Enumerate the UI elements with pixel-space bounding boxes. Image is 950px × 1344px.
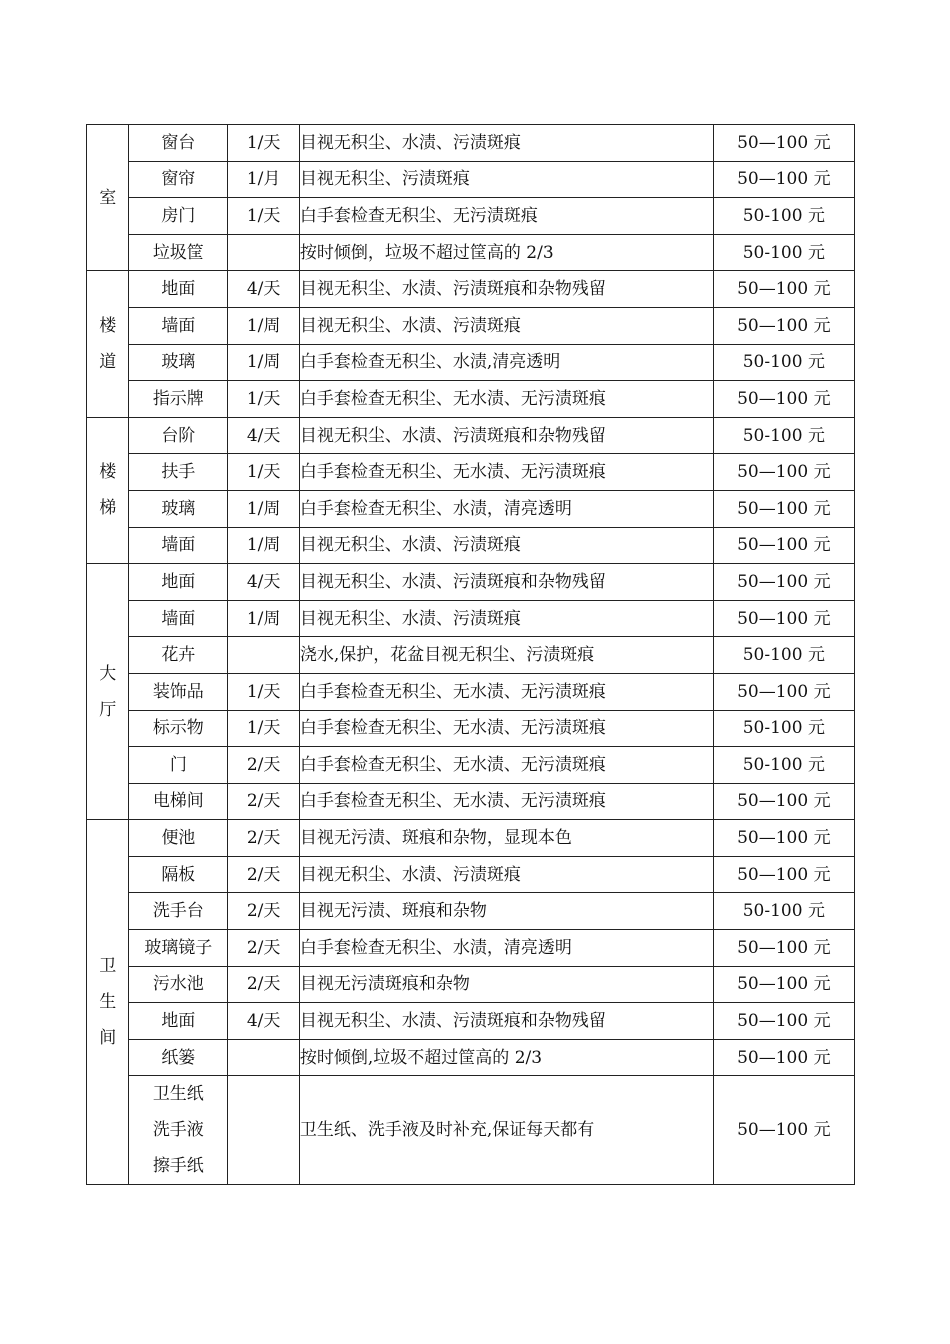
item-cell	[129, 1076, 228, 1185]
category-cell	[87, 125, 129, 271]
category-cell	[87, 271, 129, 417]
frequency-cell: 1/天	[228, 125, 300, 162]
standard-cell: 目视无积尘、水渍、污渍斑痕和杂物残留	[299, 417, 713, 454]
frequency-cell: 1/天	[228, 454, 300, 491]
penalty-cell: 50—100 元	[713, 527, 854, 564]
table-row	[87, 637, 855, 674]
table-row	[87, 564, 855, 601]
table-row	[87, 600, 855, 637]
standard-cell: 按时倾倒,垃圾不超过筐高的 2/3	[299, 1039, 713, 1076]
standard-cell: 目视无污渍、斑痕和杂物	[299, 893, 713, 930]
standard-cell: 目视无积尘、水渍、污渍斑痕	[299, 125, 713, 162]
standard-cell: 白手套检查无积尘、无水渍、无污渍斑痕	[299, 783, 713, 820]
table-row	[87, 747, 855, 784]
frequency-cell: 1/月	[228, 161, 300, 198]
table-row	[87, 856, 855, 893]
penalty-cell: 50—100 元	[713, 930, 854, 967]
frequency-cell: 1/天	[228, 198, 300, 235]
penalty-cell: 50—100 元	[713, 673, 854, 710]
standard-cell: 目视无积尘、水渍、污渍斑痕和杂物残留	[299, 1003, 713, 1040]
table-row	[87, 454, 855, 491]
category-char: 室	[99, 187, 117, 208]
penalty-cell: 50—100 元	[713, 1039, 854, 1076]
item-cell: 指示牌	[129, 381, 228, 418]
table-row	[87, 417, 855, 454]
standard-cell: 目视无污渍、斑痕和杂物，显现本色	[299, 820, 713, 857]
item-cell: 玻璃	[129, 344, 228, 381]
category-char: 楼	[99, 316, 117, 337]
penalty-cell: 50—100 元	[713, 454, 854, 491]
standard-cell: 目视无积尘、水渍、污渍斑痕和杂物残留	[299, 271, 713, 308]
table-row	[87, 930, 855, 967]
category-char: 大	[99, 663, 117, 684]
item-cell: 地面	[129, 1003, 228, 1040]
penalty-cell: 50-100 元	[713, 198, 854, 235]
table-row	[87, 1003, 855, 1040]
cleaning-standards-table	[86, 124, 855, 1185]
standard-cell: 目视无积尘、水渍、污渍斑痕	[299, 307, 713, 344]
table-row	[87, 490, 855, 527]
penalty-cell: 50—100 元	[713, 1003, 854, 1040]
item-cell: 纸篓	[129, 1039, 228, 1076]
item-cell: 玻璃镜子	[129, 930, 228, 967]
table-row	[87, 893, 855, 930]
frequency-cell	[228, 1076, 300, 1185]
frequency-cell: 1/周	[228, 527, 300, 564]
standard-cell: 目视无积尘、水渍、污渍斑痕和杂物残留	[299, 564, 713, 601]
frequency-cell: 1/周	[228, 490, 300, 527]
item-cell: 便池	[129, 820, 228, 857]
item-cell: 地面	[129, 271, 228, 308]
penalty-cell: 50-100 元	[713, 234, 854, 271]
table-row	[87, 161, 855, 198]
penalty-cell: 50—100 元	[713, 271, 854, 308]
frequency-cell: 4/天	[228, 564, 300, 601]
item-cell: 门	[129, 747, 228, 784]
category-cell	[87, 564, 129, 820]
frequency-cell: 2/天	[228, 893, 300, 930]
standard-cell: 白手套检查无积尘、无水渍、无污渍斑痕	[299, 710, 713, 747]
category-char: 楼	[99, 462, 117, 483]
item-line: 卫生纸	[152, 1084, 204, 1105]
category-cell	[87, 417, 129, 563]
standard-cell: 按时倾倒，垃圾不超过筐高的 2/3	[299, 234, 713, 271]
penalty-cell: 50—100 元	[713, 381, 854, 418]
category-cell	[87, 820, 129, 1185]
standard-cell: 白手套检查无积尘、水渍,清亮透明	[299, 344, 713, 381]
item-cell: 墙面	[129, 527, 228, 564]
item-line: 擦手纸	[152, 1156, 204, 1177]
frequency-cell: 2/天	[228, 966, 300, 1003]
penalty-cell: 50-100 元	[713, 747, 854, 784]
frequency-cell: 1/周	[228, 600, 300, 637]
frequency-cell: 2/天	[228, 747, 300, 784]
frequency-cell: 2/天	[228, 820, 300, 857]
frequency-cell: 1/周	[228, 344, 300, 381]
table-row	[87, 783, 855, 820]
item-cell: 污水池	[129, 966, 228, 1003]
item-cell: 墙面	[129, 600, 228, 637]
table-row	[87, 198, 855, 235]
frequency-cell: 1/周	[228, 307, 300, 344]
penalty-cell: 50-100 元	[713, 893, 854, 930]
item-cell: 台阶	[129, 417, 228, 454]
item-cell: 标示物	[129, 710, 228, 747]
table-row	[87, 1039, 855, 1076]
penalty-cell: 50—100 元	[713, 307, 854, 344]
penalty-cell: 50—100 元	[713, 564, 854, 601]
standard-cell: 白手套检查无积尘、无水渍、无污渍斑痕	[299, 747, 713, 784]
item-cell: 隔板	[129, 856, 228, 893]
table-row	[87, 381, 855, 418]
table-row	[87, 710, 855, 747]
standard-cell: 白手套检查无积尘、无水渍、无污渍斑痕	[299, 381, 713, 418]
frequency-cell: 4/天	[228, 1003, 300, 1040]
penalty-cell: 50-100 元	[713, 710, 854, 747]
table-row	[87, 271, 855, 308]
standard-cell: 浇水,保护，花盆目视无积尘、污渍斑痕	[299, 637, 713, 674]
table-row	[87, 820, 855, 857]
frequency-cell	[228, 1039, 300, 1076]
category-char: 间	[99, 1028, 117, 1049]
penalty-cell: 50-100 元	[713, 637, 854, 674]
standard-cell: 白手套检查无积尘、无污渍斑痕	[299, 198, 713, 235]
standard-cell: 目视无积尘、污渍斑痕	[299, 161, 713, 198]
category-char: 道	[99, 352, 117, 373]
item-cell: 窗台	[129, 125, 228, 162]
item-cell: 垃圾筐	[129, 234, 228, 271]
item-cell: 玻璃	[129, 490, 228, 527]
penalty-cell: 50—100 元	[713, 490, 854, 527]
penalty-cell: 50—100 元	[713, 1076, 854, 1185]
frequency-cell: 2/天	[228, 856, 300, 893]
penalty-cell: 50—100 元	[713, 600, 854, 637]
category-char: 生	[99, 992, 117, 1013]
table-row	[87, 344, 855, 381]
penalty-cell: 50—100 元	[713, 125, 854, 162]
item-line: 洗手液	[152, 1120, 204, 1141]
penalty-cell: 50-100 元	[713, 344, 854, 381]
item-cell: 扶手	[129, 454, 228, 491]
frequency-cell: 2/天	[228, 783, 300, 820]
item-cell: 装饰品	[129, 673, 228, 710]
table-row	[87, 527, 855, 564]
standard-cell: 白手套检查无积尘、水渍，清亮透明	[299, 490, 713, 527]
penalty-cell: 50—100 元	[713, 856, 854, 893]
item-cell: 花卉	[129, 637, 228, 674]
frequency-cell: 1/天	[228, 710, 300, 747]
frequency-cell: 4/天	[228, 417, 300, 454]
table-row	[87, 125, 855, 162]
standard-cell: 目视无积尘、水渍、污渍斑痕	[299, 600, 713, 637]
table-row	[87, 1076, 855, 1185]
frequency-cell	[228, 234, 300, 271]
frequency-cell	[228, 637, 300, 674]
table-row	[87, 307, 855, 344]
item-cell: 电梯间	[129, 783, 228, 820]
standard-cell: 白手套检查无积尘、水渍，清亮透明	[299, 930, 713, 967]
frequency-cell: 4/天	[228, 271, 300, 308]
table-row	[87, 234, 855, 271]
item-cell: 房门	[129, 198, 228, 235]
category-char: 梯	[99, 498, 117, 519]
table-row	[87, 673, 855, 710]
penalty-cell: 50-100 元	[713, 417, 854, 454]
table-row	[87, 966, 855, 1003]
table-body	[87, 125, 855, 1185]
penalty-cell: 50—100 元	[713, 820, 854, 857]
item-cell: 地面	[129, 564, 228, 601]
penalty-cell: 50—100 元	[713, 783, 854, 820]
item-cell: 窗帘	[129, 161, 228, 198]
category-char: 厅	[99, 699, 117, 720]
penalty-cell: 50—100 元	[713, 161, 854, 198]
standard-cell: 目视无积尘、水渍、污渍斑痕	[299, 856, 713, 893]
frequency-cell: 1/天	[228, 381, 300, 418]
frequency-cell: 2/天	[228, 930, 300, 967]
standard-cell: 目视无积尘、水渍、污渍斑痕	[299, 527, 713, 564]
standard-cell: 白手套检查无积尘、无水渍、无污渍斑痕	[299, 454, 713, 491]
frequency-cell: 1/天	[228, 673, 300, 710]
penalty-cell: 50—100 元	[713, 966, 854, 1003]
item-cell: 洗手台	[129, 893, 228, 930]
standard-cell: 目视无污渍斑痕和杂物	[299, 966, 713, 1003]
standard-cell: 卫生纸、洗手液及时补充,保证每天都有	[299, 1076, 713, 1185]
standard-cell: 白手套检查无积尘、无水渍、无污渍斑痕	[299, 673, 713, 710]
item-cell: 墙面	[129, 307, 228, 344]
category-char: 卫	[99, 956, 117, 977]
